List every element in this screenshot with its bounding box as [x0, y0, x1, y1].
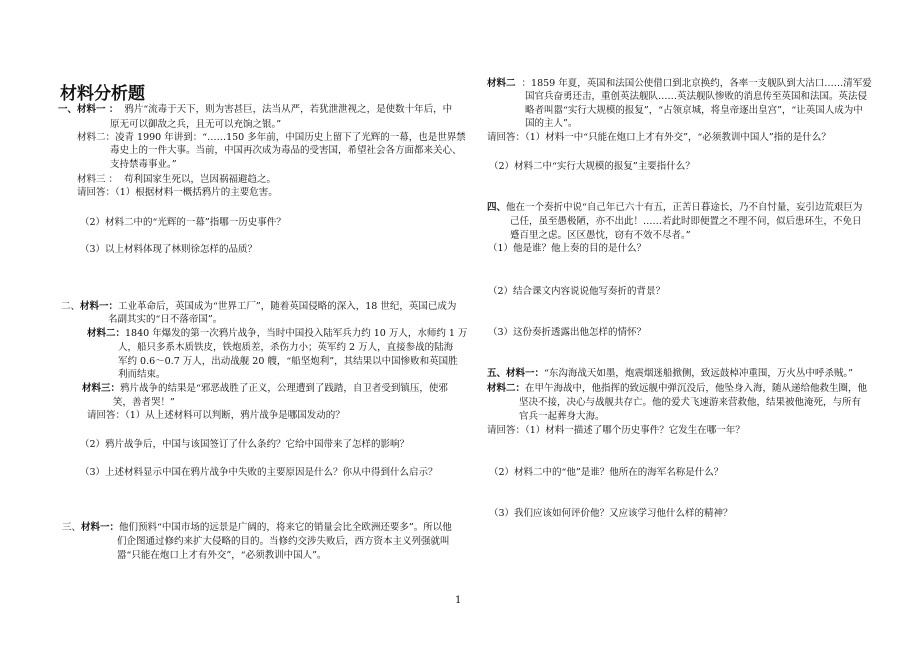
material-label: 材料二： [487, 383, 526, 394]
material-line [487, 383, 867, 395]
question-text: （3）以上材料体现了林则徐怎样的品质？ [80, 244, 258, 255]
material-text: 凌青 1990 年讲到：“……150 多年前，中国历史上留下了光辉的一幕，也是世界禁 [115, 132, 466, 143]
material-text: 利而结束。 [118, 369, 166, 380]
material-line [487, 368, 853, 380]
question-text: 请回答：（1）材料一中“只能在炮口上才有外交”，“必须教训中国人”指的是什么？ [487, 132, 831, 143]
question-text: （1）他是谁？他上奏的目的是什么？ [488, 243, 647, 254]
question-text: （2）材料二中的“他”是谁？他所在的海军名称是什么？ [489, 467, 724, 478]
material-line [487, 78, 872, 90]
question-text: 请回答：（1）从上述材料可以判断，鸦片战争是哪国发动的？ [87, 410, 345, 421]
material-text: 原无可以御敌之兵，且无可以充饷之银。” [110, 119, 282, 130]
section-number: 五、 [487, 368, 507, 379]
material-text: 笑，善者哭！” [113, 397, 175, 408]
material-line [82, 383, 448, 395]
material-line [58, 104, 452, 116]
material-label: 材料二： [87, 328, 126, 339]
material-text: 1840 年爆发的第一次鸦片战争，当时中国投入陆军兵力约 10 万人，水师约 1 万 [125, 328, 468, 339]
section-number: 四、 [487, 202, 507, 213]
question-text: 请回答：（1）材料一描述了哪个历史事件？它发生在哪一年？ [487, 425, 745, 436]
question-text: （2）材料二中的“光辉的一幕”指哪一历史事件？ [80, 217, 286, 228]
material-text: 国官兵奋勇还击，重创英法舰队……英法舰队惨败的消息传至英国和法国。英法侵 [525, 91, 868, 102]
material-text: 1859 年夏，英国和法国公使借口到北京换约，各率一支舰队到大沽口……清军爱 [531, 78, 872, 89]
material-text: 军约 0.6～0.7 万人，出动战舰 20 艘，“船坚炮利”，其结果以中国惨败和英国胜 [118, 356, 458, 367]
material-text: 支持禁毒事业。” [110, 159, 177, 170]
material-label: 材料二 [487, 78, 516, 89]
material-line [61, 301, 456, 313]
material-label: 材料三 ： [77, 174, 119, 185]
material-text: 毒史上的一件大事。当前，中国再次成为毒品的受害国，希望社会各方面都来关心、 [110, 145, 462, 156]
question-text: （2）鸦片战争后，中国与该国签订了什么条约？它给中国带来了怎样的影响？ [80, 439, 410, 450]
material-line [62, 522, 452, 534]
section-number: 一、 [58, 104, 78, 115]
material-text: 略者叫嚣“实行大规模的报复”，“占领京城，将皇帝逐出皇宫”，“让英国人成为中 [525, 105, 863, 116]
material-text: 坚决不接，决心与战舰共存亡。他的爱犬飞速游来营救他，结果被他淹死，与所有 [519, 397, 862, 408]
material-text: 名副其实的“日不落帝国”。 [108, 314, 223, 325]
material-text: 他们预料“中国市场的远景是广阔的，将来它的销量会比全欧洲还要多”。所以他 [119, 522, 452, 533]
material-label: 材料一 ： [77, 104, 119, 115]
material-text: 苟利国家生死以，岂因祸福避趋之。 [124, 174, 277, 185]
material-text: 己任，虽至愚极陋，亦不出此！……若此时即便置之不理不问，似后患环生，不免日 [510, 216, 862, 227]
question-text: （2）材料二中“实行大规模的报复”主要指什么？ [489, 161, 695, 172]
material-label: 材料二： [77, 132, 116, 143]
material-label: 材料一： [506, 368, 545, 379]
material-text: 他在一个奏折中说“自己年已六十有五，正苦日暮途长，乃不自忖量，妄引边荒艰巨为 [506, 202, 863, 213]
page-title: 材料分析题 [60, 84, 145, 104]
label-colon: ： [521, 78, 532, 89]
material-text: 们企图通过修约来扩大侵略的目的。当修约交涉失败后，西方资本主义列强就叫 [117, 536, 450, 547]
material-label: 材料一： [80, 301, 119, 312]
material-text: 鸦片战争的结果是“邪恶战胜了正义，公理遭到了践踏，自卫者受到镇压，使邪 [120, 383, 448, 394]
page-number: 1 [455, 595, 462, 606]
material-label: 材料三： [82, 383, 121, 394]
question-text: 请回答：（1）根据材料一概括鸦片的主要危害。 [77, 187, 278, 198]
section-number: 二、 [61, 301, 81, 312]
question-text: （3）我们应该如何评价他？又应该学习他什么样的精神？ [489, 508, 733, 519]
material-text: 国的主人”。 [525, 118, 578, 129]
material-text: 人，船只多系木质铁皮，铁炮质差，杀伤力小；英军约 2 万人，直接参战的陆海 [118, 342, 454, 353]
material-line [87, 328, 467, 340]
material-text: 鸦片“流毒于天下，则为害甚巨，法当从严，若犹泄泄视之，是使数十年后，中 [124, 104, 453, 115]
material-line [77, 174, 276, 186]
material-text: 工业革命后，英国成为“世界工厂”，随着英国侵略的深入，18 世纪，英国已成为 [118, 301, 457, 312]
question-text: （2）结合课文内容说说他写奏折的背景？ [488, 286, 666, 297]
question-text: （3）这份奏折透露出他怎样的情怀？ [488, 327, 647, 338]
material-text: “东沟海战天如墨，炮震烟迷船掀侧，致远鼓棹冲重围，万火丛中呼杀贼。” [544, 368, 853, 379]
material-label: 材料一： [81, 522, 120, 533]
section-number: 三、 [62, 522, 82, 533]
material-text: 在甲午海战中，他指挥的致远舰中弹沉没后，他坠身入海，随从递给他救生圈，他 [525, 383, 868, 394]
material-text: 蹙百里之虑。区区愚忱，窃有不效不尽者。” [510, 230, 691, 241]
material-line [77, 132, 466, 144]
question-text: （3）上述材料显示中国在鸦片战争中失败的主要原因是什么？你从中得到什么启示？ [80, 467, 438, 478]
material-text: 嚣“只能在炮口上才有外交”，“必须教训中国人”。 [117, 550, 327, 561]
material-line [487, 202, 862, 214]
material-text: 官兵一起葬身大海。 [519, 411, 605, 422]
